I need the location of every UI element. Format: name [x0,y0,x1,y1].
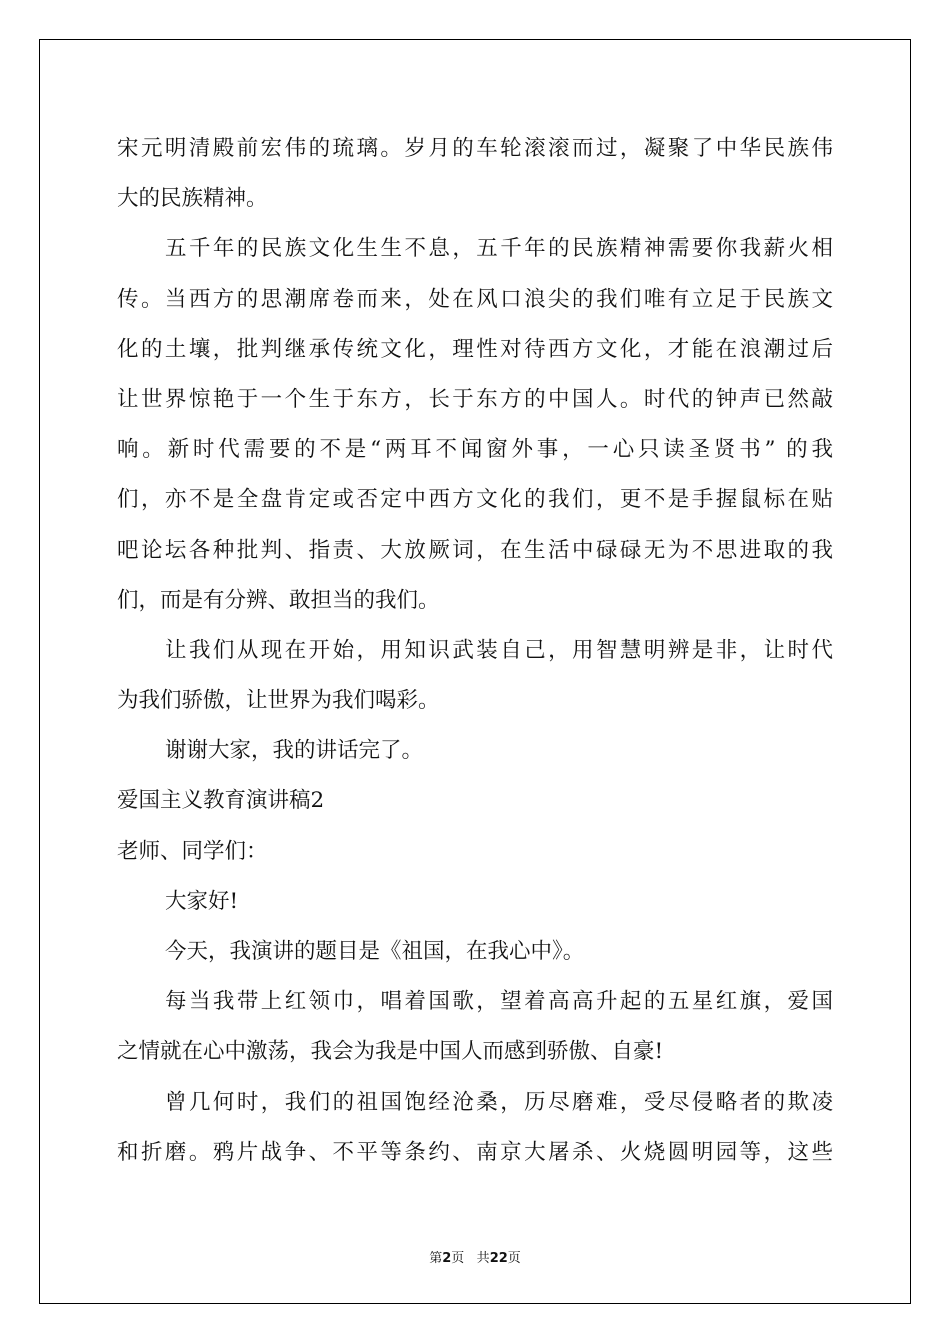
page-footer [0,1247,950,1266]
body-line: 五千年的民族文化生生不息，五千年的民族精神需要你我薪火相 [165,236,833,262]
body-line: 每当我带上红领巾，唱着国歌，望着高高升起的五星红旗，爱国 [165,989,833,1015]
body-line: 曾几何时，我们的祖国饱经沧桑，历尽磨难，受尽侵略者的欺凌 [165,1089,833,1115]
body-line: 为我们骄傲，让世界为我们喝彩。 [117,688,440,714]
footer-total-prefix: 共 [476,1251,490,1266]
footer-total-suffix: 页 [507,1251,521,1266]
body-line: 和折磨。鸦片战争、不平等条约、南京大屠杀、火烧圆明园等，这些 [117,1139,833,1165]
body-line: 传。当西方的思潮席卷而来，处在风口浪尖的我们唯有立足于民族文 [117,286,833,312]
footer-total-number: 22 [489,1251,508,1266]
body-line: 宋元明清殿前宏伟的琉璃。岁月的车轮滚滚而过，凝聚了中华民族伟 [117,136,833,161]
footer-page-prefix: 第 [429,1251,443,1266]
body-line: 让我们从现在开始，用知识武装自己，用智慧明辨是非，让时代 [165,637,833,663]
body-line: 谢谢大家，我的讲话完了。 [165,738,424,764]
body-line: 们，亦不是全盘肯定或否定中西方文化的我们，更不是手握鼠标在贴 [117,487,833,513]
body-line: 们，而是有分辨、敢担当的我们。 [117,587,440,613]
document-body [117,124,833,1178]
salutation: 老师、同学们： [117,838,268,864]
footer-page-suffix: 页 [451,1251,465,1266]
body-line: 今天，我演讲的题目是《祖国，在我心中》。 [165,939,585,964]
section-title: 爱国主义教育演讲稿2 [117,788,325,814]
body-line: 之情就在心中激荡，我会为我是中国人而感到骄傲、自豪! [117,1039,664,1065]
body-line: 让世界惊艳于一个生于东方，长于东方的中国人。时代的钟声已然敲 [117,386,833,412]
body-line: 大的民族精神。 [117,186,268,212]
body-line: 化的土壤，批判继承传统文化，理性对待西方文化，才能在浪潮过后 [117,336,833,362]
body-line: 吧论坛各种批判、指责、大放厥词，在生活中碌碌无为不思进取的我 [117,537,833,563]
greeting: 大家好! [165,888,239,914]
body-line: 响。新时代需要的不是“两耳不闻窗外事，一心只读圣贤书” 的我 [117,437,833,463]
footer-page-number: 2 [442,1251,452,1266]
